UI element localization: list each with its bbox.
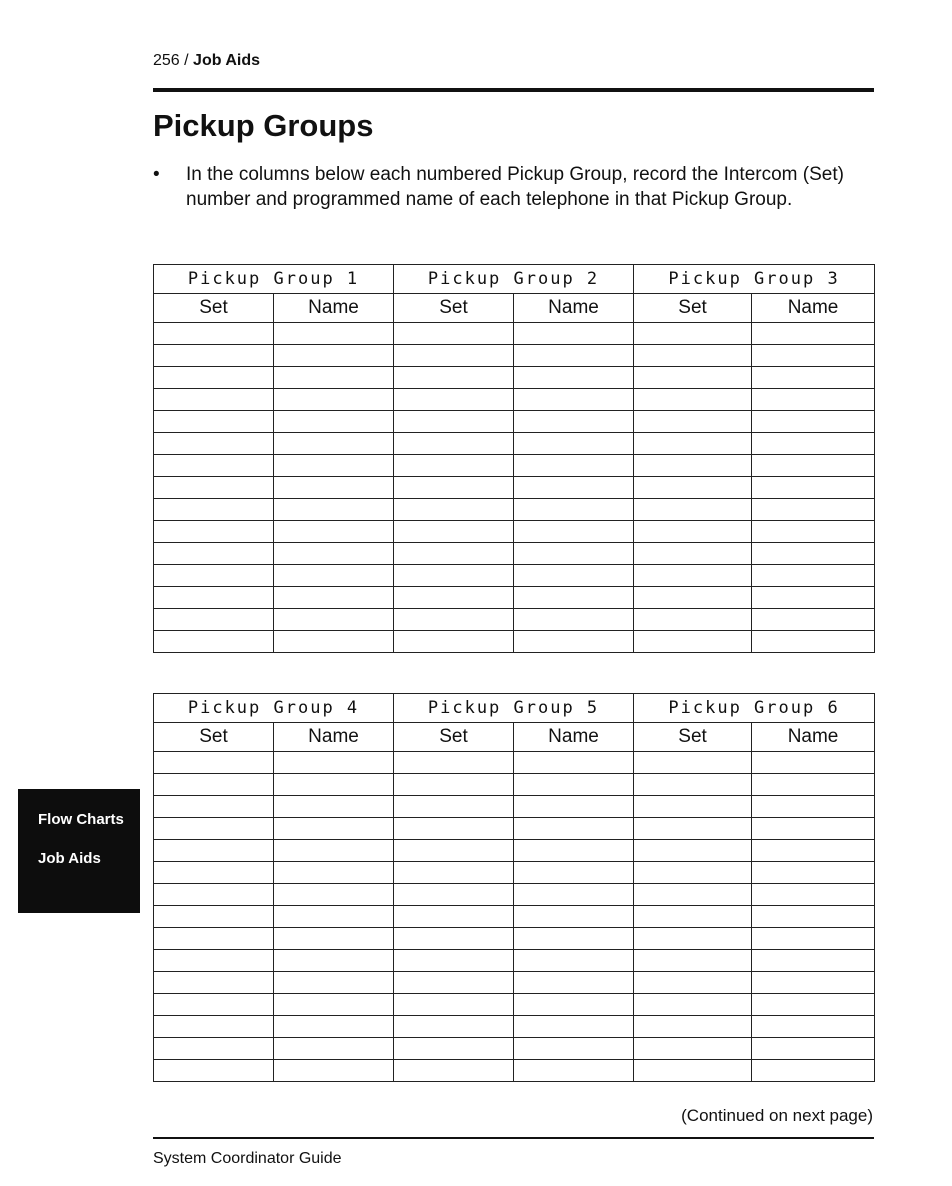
name-cell[interactable] [274, 774, 394, 796]
table-row [154, 1038, 875, 1060]
set-cell[interactable] [634, 1060, 752, 1082]
set-cell[interactable] [394, 587, 514, 609]
name-cell[interactable] [514, 367, 634, 389]
set-cell[interactable] [634, 499, 752, 521]
name-cell[interactable] [752, 499, 875, 521]
set-cell[interactable] [634, 433, 752, 455]
table-row [154, 521, 875, 543]
table-row [154, 906, 875, 928]
name-cell[interactable] [274, 796, 394, 818]
name-cell[interactable] [514, 1060, 634, 1082]
name-cell[interactable] [274, 752, 394, 774]
set-cell[interactable] [394, 345, 514, 367]
set-cell[interactable] [634, 631, 752, 653]
set-cell[interactable] [154, 906, 274, 928]
name-cell[interactable] [752, 950, 875, 972]
name-cell[interactable] [514, 587, 634, 609]
page-header [153, 52, 260, 70]
name-cell[interactable] [752, 818, 875, 840]
name-cell[interactable] [274, 543, 394, 565]
set-cell[interactable] [394, 367, 514, 389]
name-cell[interactable] [274, 323, 394, 345]
set-cell[interactable] [634, 411, 752, 433]
name-cell[interactable] [752, 367, 875, 389]
set-cell[interactable] [154, 543, 274, 565]
set-cell[interactable] [154, 884, 274, 906]
name-cell[interactable] [274, 477, 394, 499]
side-tab-job-aids[interactable]: Job Aids [38, 850, 101, 867]
name-cell[interactable] [274, 1016, 394, 1038]
table-row [154, 433, 875, 455]
column-header-set: Set [634, 723, 752, 752]
set-cell[interactable] [634, 543, 752, 565]
name-cell[interactable] [274, 818, 394, 840]
name-cell[interactable] [514, 543, 634, 565]
table-row [154, 323, 875, 345]
name-cell[interactable] [752, 928, 875, 950]
column-header-name: Name [514, 723, 634, 752]
set-cell[interactable] [394, 565, 514, 587]
name-cell[interactable] [514, 323, 634, 345]
set-cell[interactable] [154, 818, 274, 840]
table-row [154, 884, 875, 906]
name-cell[interactable] [752, 477, 875, 499]
name-cell[interactable] [514, 774, 634, 796]
name-cell[interactable] [274, 906, 394, 928]
group-header: Pickup Group 6 [634, 694, 875, 723]
name-cell[interactable] [514, 884, 634, 906]
name-cell[interactable] [274, 367, 394, 389]
set-cell[interactable] [634, 521, 752, 543]
set-cell[interactable] [154, 499, 274, 521]
set-cell[interactable] [634, 587, 752, 609]
table-row [154, 609, 875, 631]
name-cell[interactable] [274, 521, 394, 543]
set-cell[interactable] [154, 1060, 274, 1082]
name-cell[interactable] [274, 389, 394, 411]
instruction [153, 163, 853, 212]
header-separator: / [179, 52, 194, 69]
name-cell[interactable] [752, 345, 875, 367]
set-cell[interactable] [154, 411, 274, 433]
name-cell[interactable] [514, 477, 634, 499]
set-cell[interactable] [154, 345, 274, 367]
name-cell[interactable] [752, 587, 875, 609]
name-cell[interactable] [274, 840, 394, 862]
table-row [154, 752, 875, 774]
name-cell[interactable] [752, 1060, 875, 1082]
column-header-name: Name [752, 294, 875, 323]
table-row [154, 543, 875, 565]
name-cell[interactable] [274, 950, 394, 972]
table-row [154, 972, 875, 994]
name-cell[interactable] [514, 862, 634, 884]
set-cell[interactable] [634, 928, 752, 950]
set-cell[interactable] [394, 609, 514, 631]
set-cell[interactable] [154, 796, 274, 818]
name-cell[interactable] [274, 411, 394, 433]
name-cell[interactable] [274, 587, 394, 609]
set-cell[interactable] [394, 499, 514, 521]
name-cell[interactable] [752, 972, 875, 994]
table-row [154, 862, 875, 884]
name-cell[interactable] [752, 433, 875, 455]
page-title: Pickup Groups [153, 108, 374, 143]
name-cell[interactable] [514, 1038, 634, 1060]
set-cell[interactable] [394, 411, 514, 433]
table-row [154, 631, 875, 653]
set-cell[interactable] [154, 389, 274, 411]
continued-note: (Continued on next page) [681, 1106, 873, 1125]
group-header: Pickup Group 3 [634, 265, 875, 294]
name-cell[interactable] [514, 906, 634, 928]
name-cell[interactable] [274, 455, 394, 477]
pickup-table-2 [153, 693, 875, 1082]
column-header-set: Set [154, 723, 274, 752]
table-row [154, 994, 875, 1016]
table-row [154, 367, 875, 389]
set-cell[interactable] [394, 1038, 514, 1060]
set-cell[interactable] [394, 389, 514, 411]
page-number: 256 [153, 52, 180, 69]
instruction-text: In the columns below each numbered Pickup Group, record the Intercom (Set) number and programmed name of each telephone in that Pickup Group. [186, 164, 844, 210]
name-cell[interactable] [514, 631, 634, 653]
set-cell[interactable] [634, 972, 752, 994]
section-name: Job Aids [193, 52, 261, 69]
column-header-name: Name [274, 294, 394, 323]
section-tab [18, 789, 140, 913]
name-cell[interactable] [274, 994, 394, 1016]
set-cell[interactable] [154, 609, 274, 631]
table-row [154, 818, 875, 840]
set-cell[interactable] [154, 1016, 274, 1038]
page-footer: System Coordinator Guide [153, 1150, 342, 1167]
table-row [154, 499, 875, 521]
table-body [154, 752, 875, 1082]
name-cell[interactable] [752, 1038, 875, 1060]
column-header-set: Set [154, 294, 274, 323]
set-cell[interactable] [154, 367, 274, 389]
side-tab-flow-charts[interactable]: Flow Charts [38, 811, 124, 828]
set-cell[interactable] [394, 1016, 514, 1038]
set-cell[interactable] [394, 862, 514, 884]
set-cell[interactable] [634, 455, 752, 477]
name-cell[interactable] [274, 928, 394, 950]
name-cell[interactable] [514, 345, 634, 367]
name-cell[interactable] [514, 972, 634, 994]
set-cell[interactable] [154, 565, 274, 587]
table-row [154, 477, 875, 499]
group-header: Pickup Group 5 [394, 694, 634, 723]
set-cell[interactable] [634, 609, 752, 631]
column-header-name: Name [752, 723, 875, 752]
name-cell[interactable] [752, 411, 875, 433]
table-row [154, 411, 875, 433]
name-cell[interactable] [274, 1060, 394, 1082]
column-header-set: Set [394, 294, 514, 323]
set-cell[interactable] [634, 367, 752, 389]
pickup-table-1 [153, 264, 875, 653]
column-header-name: Name [514, 294, 634, 323]
name-cell[interactable] [514, 950, 634, 972]
set-cell[interactable] [634, 477, 752, 499]
set-cell[interactable] [394, 884, 514, 906]
set-cell[interactable] [394, 1060, 514, 1082]
set-cell[interactable] [394, 477, 514, 499]
set-cell[interactable] [154, 752, 274, 774]
set-cell[interactable] [394, 774, 514, 796]
header-rule [153, 88, 874, 92]
set-cell[interactable] [634, 345, 752, 367]
table-row [154, 840, 875, 862]
name-cell[interactable] [752, 752, 875, 774]
set-cell[interactable] [154, 928, 274, 950]
name-cell[interactable] [514, 752, 634, 774]
set-cell[interactable] [154, 323, 274, 345]
table-body [154, 323, 875, 653]
set-cell[interactable] [634, 906, 752, 928]
group-header: Pickup Group 4 [154, 694, 394, 723]
set-cell[interactable] [634, 884, 752, 906]
set-cell[interactable] [154, 994, 274, 1016]
set-cell[interactable] [394, 543, 514, 565]
name-cell[interactable] [752, 1016, 875, 1038]
set-cell[interactable] [634, 862, 752, 884]
set-cell[interactable] [634, 1016, 752, 1038]
set-cell[interactable] [154, 774, 274, 796]
name-cell[interactable] [514, 521, 634, 543]
table-row [154, 565, 875, 587]
name-cell[interactable] [514, 928, 634, 950]
name-cell[interactable] [274, 345, 394, 367]
set-cell[interactable] [394, 928, 514, 950]
name-cell[interactable] [274, 1038, 394, 1060]
name-cell[interactable] [752, 774, 875, 796]
name-cell[interactable] [514, 565, 634, 587]
set-cell[interactable] [154, 950, 274, 972]
set-cell[interactable] [394, 455, 514, 477]
set-cell[interactable] [154, 433, 274, 455]
name-cell[interactable] [752, 884, 875, 906]
set-cell[interactable] [394, 840, 514, 862]
name-cell[interactable] [514, 994, 634, 1016]
set-cell[interactable] [154, 587, 274, 609]
table-row [154, 389, 875, 411]
set-cell[interactable] [394, 631, 514, 653]
table-row [154, 1060, 875, 1082]
column-header-set: Set [634, 294, 752, 323]
set-cell[interactable] [394, 994, 514, 1016]
name-cell[interactable] [274, 862, 394, 884]
name-cell[interactable] [274, 631, 394, 653]
set-cell[interactable] [394, 796, 514, 818]
name-cell[interactable] [752, 862, 875, 884]
column-header-name: Name [274, 723, 394, 752]
name-cell[interactable] [752, 906, 875, 928]
name-cell[interactable] [274, 609, 394, 631]
set-cell[interactable] [634, 774, 752, 796]
group-header: Pickup Group 1 [154, 265, 394, 294]
set-cell[interactable] [154, 972, 274, 994]
set-cell[interactable] [154, 1038, 274, 1060]
set-cell[interactable] [634, 323, 752, 345]
set-cell[interactable] [394, 818, 514, 840]
name-cell[interactable] [514, 840, 634, 862]
name-cell[interactable] [514, 609, 634, 631]
name-cell[interactable] [752, 631, 875, 653]
set-cell[interactable] [154, 477, 274, 499]
table-row [154, 455, 875, 477]
set-cell[interactable] [394, 752, 514, 774]
set-cell[interactable] [394, 950, 514, 972]
set-cell[interactable] [634, 1038, 752, 1060]
name-cell[interactable] [514, 411, 634, 433]
bullet-marker: • [153, 164, 160, 185]
column-header-set: Set [394, 723, 514, 752]
set-cell[interactable] [154, 521, 274, 543]
set-cell[interactable] [634, 565, 752, 587]
name-cell[interactable] [514, 1016, 634, 1038]
name-cell[interactable] [514, 499, 634, 521]
table-row [154, 928, 875, 950]
name-cell[interactable] [274, 433, 394, 455]
set-cell[interactable] [634, 950, 752, 972]
set-cell[interactable] [394, 972, 514, 994]
name-cell[interactable] [752, 796, 875, 818]
set-cell[interactable] [634, 840, 752, 862]
set-cell[interactable] [154, 455, 274, 477]
name-cell[interactable] [752, 543, 875, 565]
table-row [154, 796, 875, 818]
name-cell[interactable] [752, 840, 875, 862]
set-cell[interactable] [154, 631, 274, 653]
name-cell[interactable] [274, 565, 394, 587]
set-cell[interactable] [634, 796, 752, 818]
name-cell[interactable] [752, 994, 875, 1016]
name-cell[interactable] [514, 389, 634, 411]
name-cell[interactable] [752, 389, 875, 411]
name-cell[interactable] [274, 499, 394, 521]
set-cell[interactable] [394, 906, 514, 928]
set-cell[interactable] [634, 752, 752, 774]
table-row [154, 950, 875, 972]
set-cell[interactable] [154, 840, 274, 862]
set-cell[interactable] [634, 818, 752, 840]
table-row [154, 345, 875, 367]
name-cell[interactable] [752, 609, 875, 631]
set-cell[interactable] [394, 433, 514, 455]
name-cell[interactable] [274, 884, 394, 906]
table-row [154, 774, 875, 796]
name-cell[interactable] [514, 796, 634, 818]
set-cell[interactable] [394, 521, 514, 543]
name-cell[interactable] [274, 972, 394, 994]
set-cell[interactable] [634, 994, 752, 1016]
name-cell[interactable] [752, 521, 875, 543]
name-cell[interactable] [752, 565, 875, 587]
group-header: Pickup Group 2 [394, 265, 634, 294]
table-row [154, 1016, 875, 1038]
set-cell[interactable] [394, 323, 514, 345]
set-cell[interactable] [634, 389, 752, 411]
table-row [154, 587, 875, 609]
name-cell[interactable] [514, 455, 634, 477]
name-cell[interactable] [752, 455, 875, 477]
name-cell[interactable] [514, 818, 634, 840]
name-cell[interactable] [514, 433, 634, 455]
footer-rule [153, 1137, 874, 1139]
name-cell[interactable] [752, 323, 875, 345]
set-cell[interactable] [154, 862, 274, 884]
